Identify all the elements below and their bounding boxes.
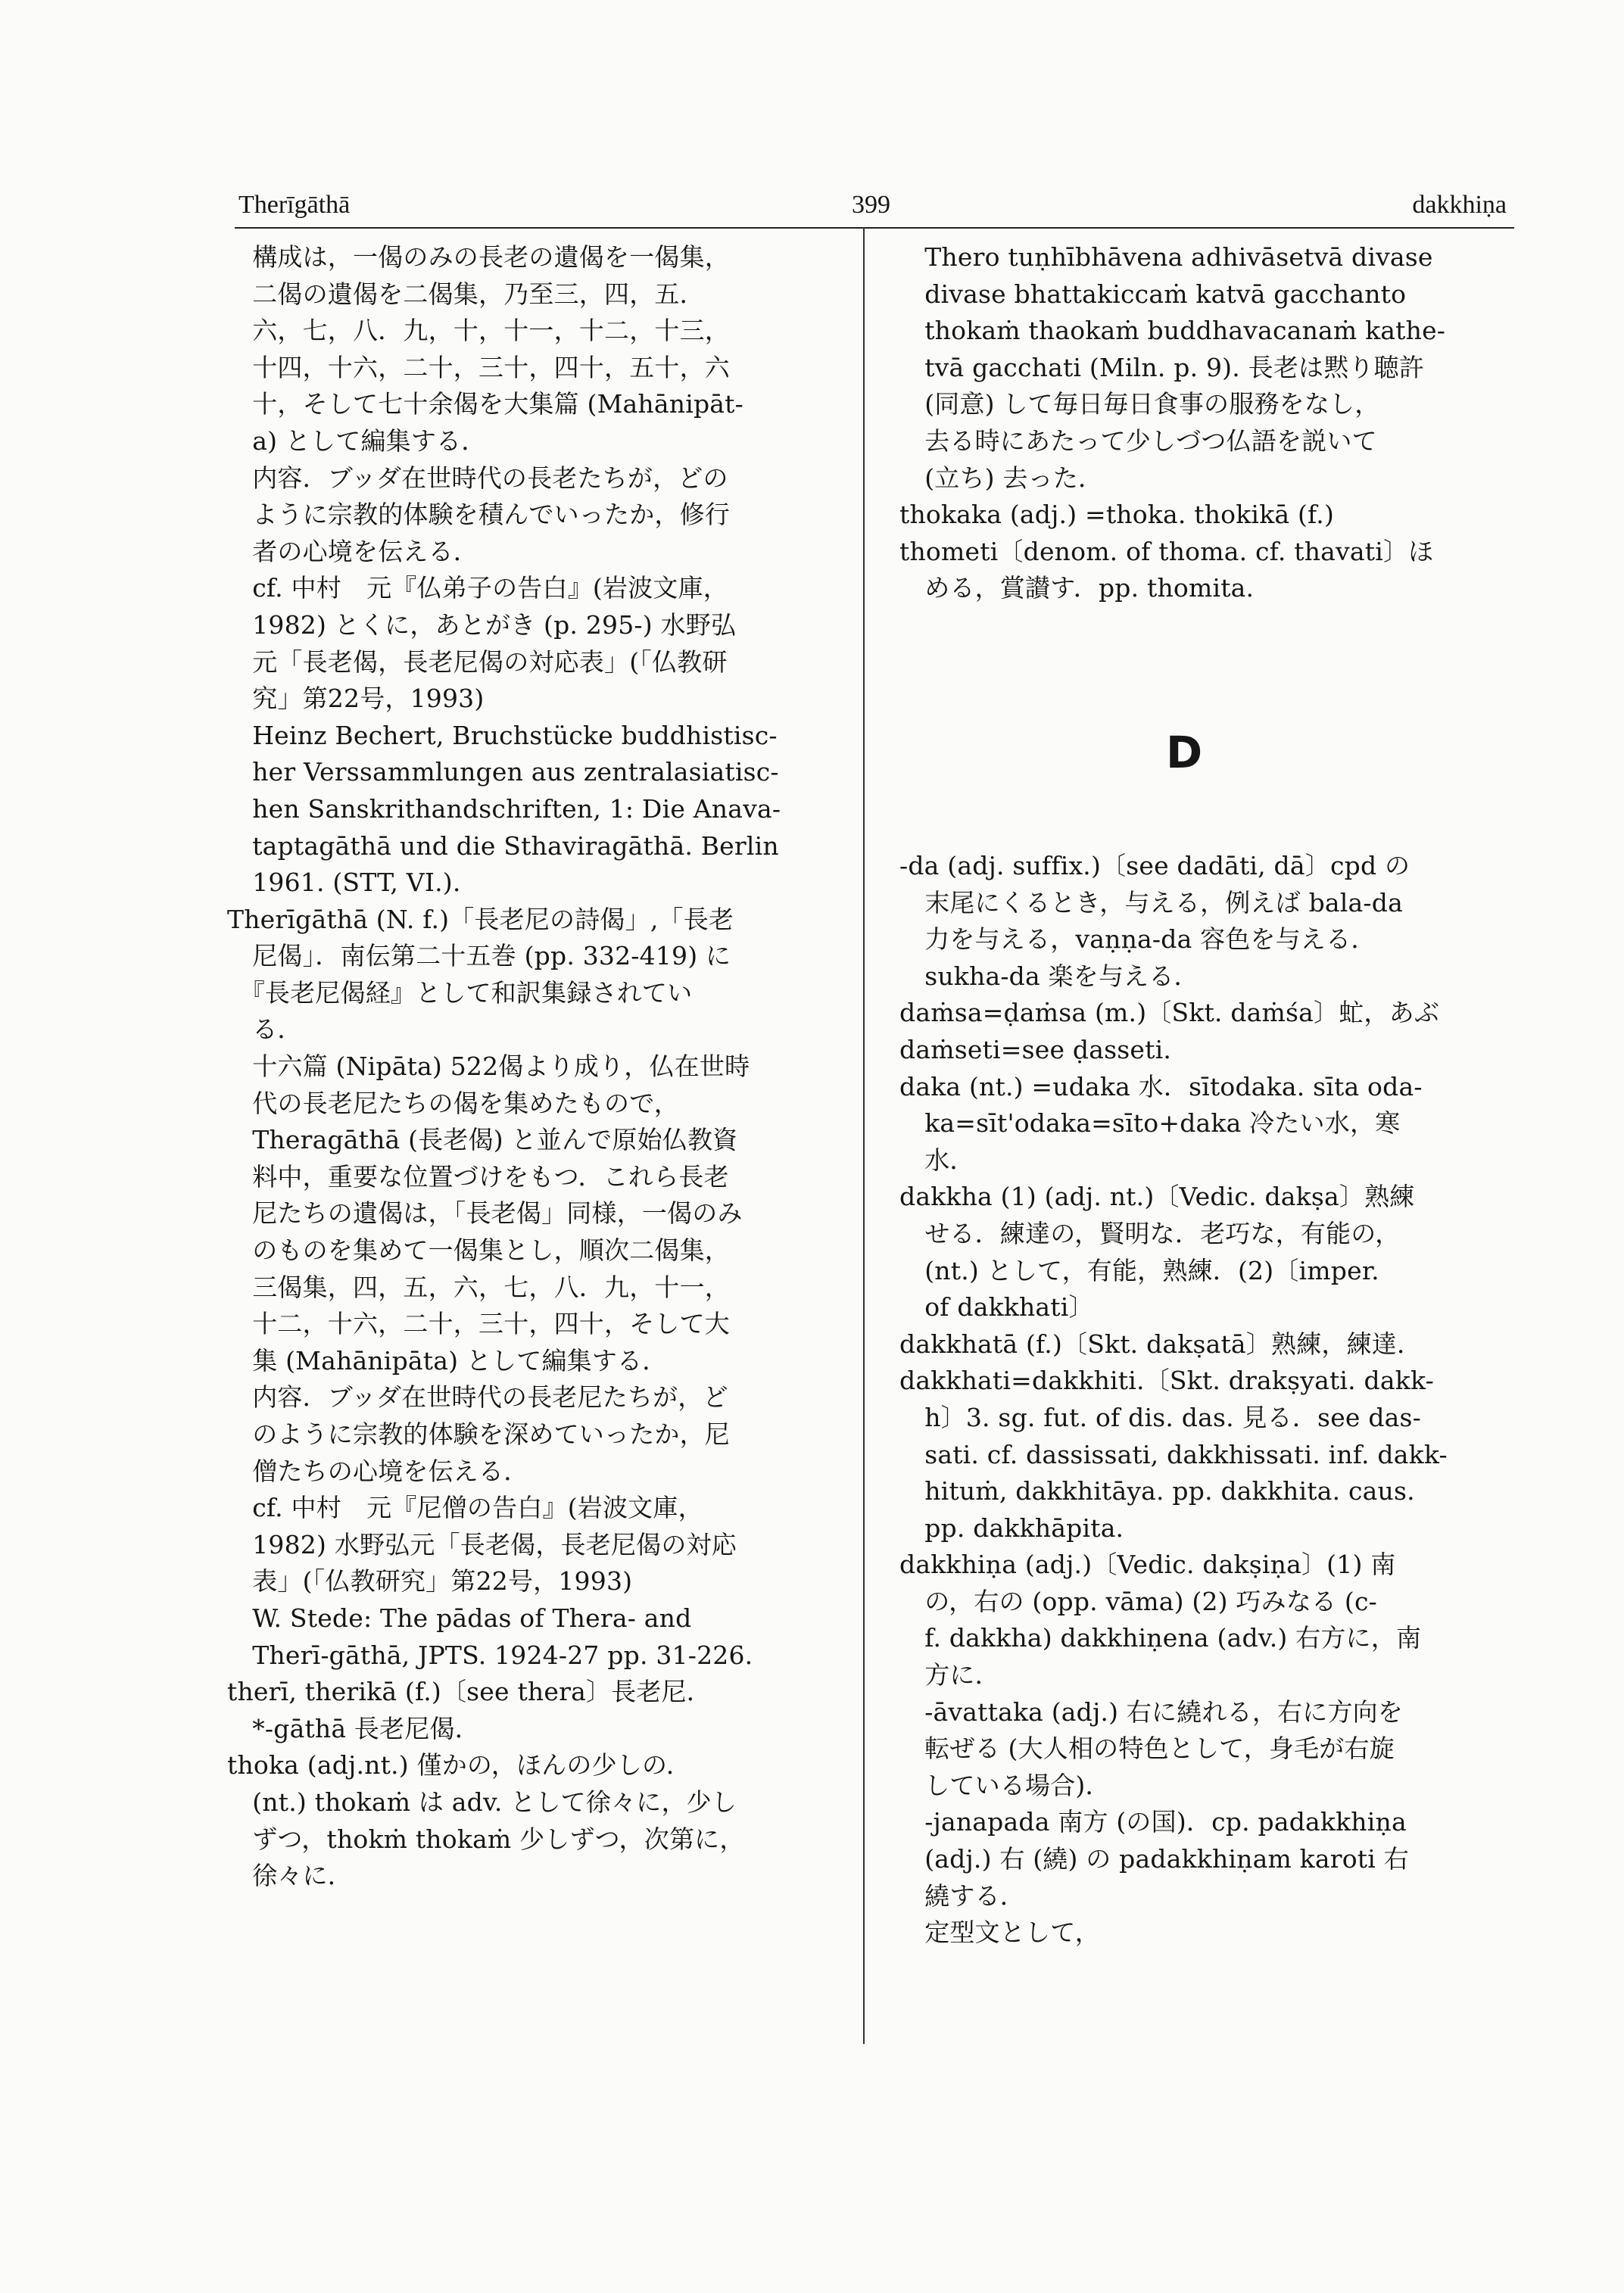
text-line: W. Stede: The pādas of Thera- and xyxy=(227,1603,692,1633)
text-line: のように宗教的体験を深めていったか，尼 xyxy=(227,1419,730,1449)
text-line: 定型文として， xyxy=(899,1918,1100,1948)
text-line: (adj.) 右 (繞) の padakkhiṇam karoti 右 xyxy=(899,1844,1409,1874)
text-line: している場合)． xyxy=(899,1770,1111,1800)
running-head-left: Therīgāthā xyxy=(238,191,351,219)
text-line: 末尾にくるとき，与える，例えば bala-da xyxy=(899,887,1403,918)
text-line: 構成は，一偈のみの長老の遺偈を一偈集， xyxy=(227,242,730,272)
text-line: divase bhattakiccaṁ katvā gacchanto xyxy=(899,279,1407,309)
text-line: thoka (adj.nt.) 僅かの，ほんの少しの． xyxy=(227,1750,692,1781)
text-line: 1982) とくに，あとがき (p. 295-) 水野弘 xyxy=(227,609,737,640)
text-line: a) として編集する． xyxy=(227,425,487,456)
text-line: Heinz Bechert, Bruchstücke buddhistisc- xyxy=(227,720,778,750)
text-line: 元「長老偈，長老尼偈の対応表」(「仏教研 xyxy=(227,646,728,677)
text-line: daṁseti=see ḍasseti. xyxy=(899,1034,1172,1064)
text-line: の，右の (opp. vāma) (2) 巧みなる (c- xyxy=(899,1586,1378,1616)
text-line: thokaka (adj.) =thoka. thokikā (f.) xyxy=(899,500,1335,530)
text-line: 十二，十六，二十，三十，四十，そして大 xyxy=(227,1309,730,1339)
text-line: thometi〔denom. of thoma. cf. thavati〕ほ xyxy=(899,536,1434,566)
text-line: せる．練達の，賢明な．老巧な，有能の， xyxy=(899,1218,1401,1248)
header-rule xyxy=(235,227,1514,229)
text-line: -janapada 南方 (の国)．cp. padakkhiṇa xyxy=(899,1807,1407,1837)
text-line: 表」(「仏教研究」第22号，1993) xyxy=(227,1566,633,1597)
text-line: (同意) して毎日毎日食事の服務をなし， xyxy=(899,389,1380,419)
text-line: -āvattaka (adj.) 右に繞れる，右に方向を xyxy=(899,1696,1404,1727)
running-head-right: dakkhiṇa xyxy=(1412,191,1507,219)
text-line: dakkhiṇa (adj.)〔Vedic. dakṣiṇa〕(1) 南 xyxy=(899,1550,1396,1580)
text-line: Therī-gāthā, JPTS. 1924-27 pp. 31-226. xyxy=(227,1640,753,1670)
text-line: 者の心境を伝える． xyxy=(227,536,478,566)
text-line: f. dakkha) dakkhiṇena (adv.) 右方に，南 xyxy=(899,1623,1422,1653)
text-line: 繞する． xyxy=(899,1880,1025,1911)
text-line: -da (adj. suffix.)〔see dadāti, dā〕cpd の xyxy=(899,851,1410,880)
text-line: 方に． xyxy=(899,1660,1000,1690)
text-line: 六，七，八．九，十，十一，十二，十三， xyxy=(227,316,730,346)
column-divider xyxy=(863,227,865,2044)
text-line: cf. 中村 元『仏弟子の告白』(岩波文庫， xyxy=(227,573,728,603)
text-line: hen Sanskrithandschriften, 1: Die Anava- xyxy=(227,793,781,824)
text-line: sukha-da 楽を与える． xyxy=(899,961,1199,991)
text-line: (nt.) thokaṁ は adv. として徐々に，少し xyxy=(227,1787,737,1817)
text-line: dakkha (1) (adj. nt.)〔Vedic. dakṣa〕熟練 xyxy=(899,1182,1415,1212)
text-line: (nt.) として，有能，熟練．(2)〔imper. xyxy=(899,1255,1379,1285)
text-line: 尼偈」．南伝第二十五巻 (pp. 332-419) に xyxy=(227,941,731,971)
text-line: tvā gacchati (Miln. p. 9). 長老は黙り聴許 xyxy=(899,352,1425,382)
text-line: dakkhatā (f.)〔Skt. dakṣatā〕熟練，練達． xyxy=(899,1329,1423,1359)
text-line: her Verssammlungen aus zentralasiatisc- xyxy=(227,757,779,787)
text-line: ように宗教的体験を積んでいったか，修行 xyxy=(227,500,730,530)
text-line: 集 (Mahānipāta) として編集する． xyxy=(227,1345,668,1375)
text-line: 徐々に． xyxy=(227,1861,353,1891)
text-line: 十六篇 (Nipāta) 522偈より成り，仏在世時 xyxy=(227,1051,750,1082)
text-line: thokaṁ thaokaṁ buddhavacanaṁ kathe- xyxy=(899,316,1446,346)
text-line: 二偈の遺偈を二偈集，乃至三，四，五． xyxy=(227,279,705,309)
page-number: 399 xyxy=(852,191,890,219)
text-line: pp. dakkhāpita. xyxy=(899,1513,1124,1543)
text-line: taptagāthā und die Sthaviragāthā. Berlin xyxy=(227,830,779,861)
text-line: 尼たちの遺偈は，「長老偈」同様，一偈のみ xyxy=(227,1198,743,1229)
text-line: dakkhati=dakkhiti.〔Skt. drakṣyati. dakk- xyxy=(899,1366,1434,1396)
text-line: 三偈集，四，五，六，七，八．九，十一， xyxy=(227,1272,730,1302)
text-line: daka (nt.) =udaka 水．sītodaka. sīta oda- xyxy=(899,1071,1423,1101)
right-column-bottom xyxy=(899,848,1520,1952)
text-line: Thero tuṇhībhāvena adhivāsetvā divase xyxy=(899,242,1433,272)
text-line: 『長老尼偈経』として和訳集録されてい xyxy=(227,977,693,1008)
text-line: hituṁ, dakkhitāya. pp. dakkhita. caus. xyxy=(899,1476,1415,1506)
text-line: ずつ，thokṁ thokaṁ 少しずつ，次第に， xyxy=(227,1824,745,1854)
text-line: Theragāthā (長老偈) と並んで原始仏教資 xyxy=(227,1125,738,1155)
text-line: のものを集めて一偈集とし，順次二偈集， xyxy=(227,1235,730,1266)
text-line: める，賞讃す．pp. thomita. xyxy=(899,573,1255,603)
text-line: of dakkhati〕 xyxy=(899,1292,1094,1323)
text-line: daṁsa=ḍaṁsa (m.)〔Skt. daṁśa〕虻，あぶ xyxy=(899,998,1440,1028)
text-line: *-gāthā 長老尼偈． xyxy=(227,1713,480,1743)
text-line: sati. cf. dassissati, dakkhissati. inf. dakk- xyxy=(899,1439,1448,1469)
text-line: 究」第22号，1993) xyxy=(227,684,485,714)
text-line: 内容．ブッダ在世時代の長老尼たちが，ど xyxy=(227,1382,728,1413)
text-line: 代の長老尼たちの偈を集めたもので， xyxy=(227,1088,679,1118)
text-line: ka=sīt'odaka=sīto+daka 冷たい水，寒 xyxy=(899,1108,1401,1139)
text-line: 1982) 水野弘元「長老偈，長老尼偈の対応 xyxy=(227,1529,737,1559)
text-line: 去る時にあたって少しづつ仏語を説いて xyxy=(899,425,1377,456)
right-column-top xyxy=(899,239,1520,607)
text-line: る． xyxy=(227,1014,303,1045)
section-heading: D xyxy=(1166,727,1203,778)
text-line: 水． xyxy=(899,1145,975,1175)
text-line: therī, therikā (f.)〔see thera〕長老尼． xyxy=(227,1677,712,1707)
text-line: h〕3. sg. fut. of dis. das. 見る．see das- xyxy=(899,1402,1422,1432)
text-line: 1961. (STT, VI.). xyxy=(227,868,461,898)
text-line: 僧たちの心境を伝える． xyxy=(227,1456,529,1486)
text-line: Therīgāthā (N. f.)「長老尼の詩偈」,「長老 xyxy=(227,904,734,934)
text-line: 十，そして七十余偈を大集篇 (Mahānipāt- xyxy=(227,389,743,419)
text-line: cf. 中村 元『尼僧の告白』(岩波文庫， xyxy=(227,1493,703,1523)
left-column xyxy=(227,239,856,1895)
text-line: 十四，十六，二十，三十，四十，五十，六 xyxy=(227,352,730,382)
text-line: 内容．ブッダ在世時代の長老たちが，どの xyxy=(227,463,728,493)
text-line: (立ち) 去った． xyxy=(899,463,1104,493)
text-line: 力を与える，vaṇṇa-da 容色を与える． xyxy=(899,924,1376,955)
text-line: 料中，重要な位置づけをもつ．これら長老 xyxy=(227,1161,729,1192)
text-line: 転ぜる (大人相の特色として，身毛が右旋 xyxy=(899,1734,1395,1764)
